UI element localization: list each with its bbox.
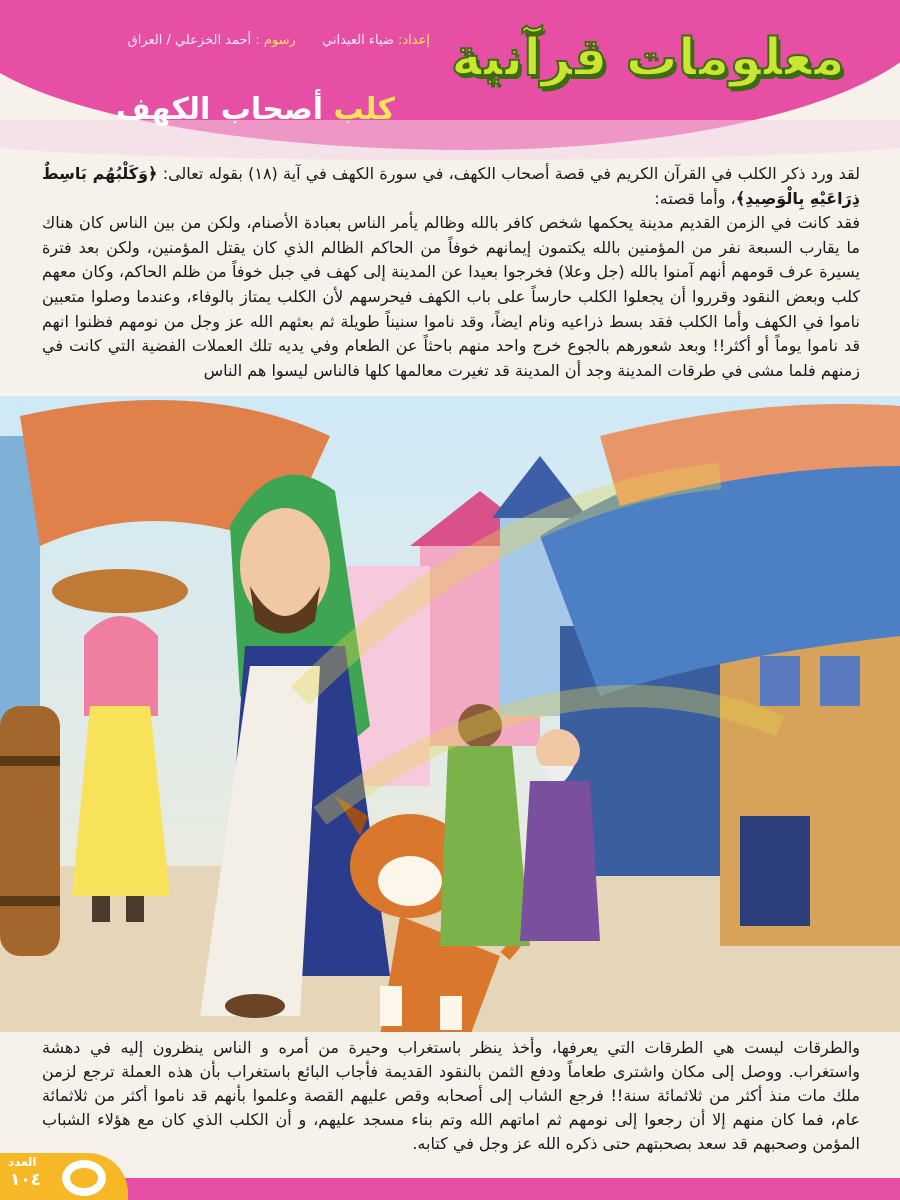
outro-text [42,1036,860,1156]
story-title-rest: أصحاب الكهف [115,92,324,127]
drawings-by: أحمد الخزعلي / العراق [127,33,252,48]
prepared-label: إعداد: [398,33,430,48]
prepared-by: ضياء العيداني [322,33,394,48]
footer-bar [0,1178,900,1200]
outro-paragraph: والطرقات ليست هي الطرقات التي يعرفها، وأخذ ينظر باستغراب وحيرة من أمره و الناس ينظرون إليه في دهشة واستغراب. ووصل إلى مكان واشترى طعاماً ودفع الثمن بالنقود القديمة فأجاب البائع باستغراب بأن هذه العملة ترجع لزمن ملك مات منذ أكثر من ثلاثمائة سنة!! فرجع الشاب إلى أصحابه وقص عليهم القصة وعلموا بأنهم قد ناموا أكثر من ثلاثمائة عام، فما كان منهم إلا أن رجعوا إلى نومهم ثم اماتهم الله وتم بناء مسجد عليهم، و أن الكلب الذي كان مع هؤلاء الشباب المؤمن وصحبهم قد سعد بصحبتهم حتى ذكره الله عز وجل في كتابه. [42,1038,860,1153]
intro-paragraph: فقد كانت في الزمن القديم مدينة يحكمها شخص كافر بالله وظالم يأمر الناس بعبادة الأصنام، ولكن من بين الناس كان هناك ما يقارب السبعة نفر من المؤمنين بالله يكتمون إيمانهم خوفاً من الحاكم الظالم الذي كان يقتل المؤمنين، ولكن بعد فترة يسيرة عرف قومهم أنهم آمنوا بالله (جل وعلا) فخرجوا بعيدا عن المدينة إلى كهف في جبل خوفاً من ظلم الحاكم، وكان معهم كلب وبعض النقود وقرروا أن يجعلوا الكلب حارساً على باب الكهف فيحرسهم لأن الكلب يمتاز بالوفاء، وعندما وصلوا متعبين ناموا في الكهف وأما الكلب فقد بسط ذراعيه ونام ايضاً، وقد ناموا سنيناً طويلة ثم بعثهم الله عز وجل من نومهم فظنوا انهم قد ناموا يوماً أو أكثر!! وبعد شعورهم بالجوع خرج واحد منهم باحثاً عن الطعام وفي يديه تلك العملات الفضية التي كانت في زمنهم فلما مشى في طرقات المدينة وجد أن المدينة قد تغيرت معالمها كلها فالناس ليسوا هم الناس [42,213,860,380]
credits [80,33,430,48]
issue-circle-icon [62,1160,106,1196]
intro-text [42,162,860,383]
series-title: معلومات قرآنية [451,28,845,88]
story-title [116,92,395,127]
barrel [0,706,60,956]
drawings-label: رسوم : [255,33,296,48]
issue-label: العدد [8,1155,37,1169]
quran-verse: ﴿وَكَلْبُهُم بَاسِطٌ ذِرَاعَيْهِ بِالْوَصِيدِ﴾ [42,164,860,208]
intro-line-start: لقد ورد ذكر الكلب في القرآن الكريم في قصة أصحاب الكهف، في سورة الكهف في آية (١٨) بقوله تعالى: [162,164,861,183]
story-title-highlight: كلب [333,92,395,127]
story-illustration [0,396,900,1032]
intro-first-line [42,162,860,211]
intro-line-end: ، وأما قصته: [654,188,736,208]
issue-number: ١٠٤ [10,1170,42,1190]
